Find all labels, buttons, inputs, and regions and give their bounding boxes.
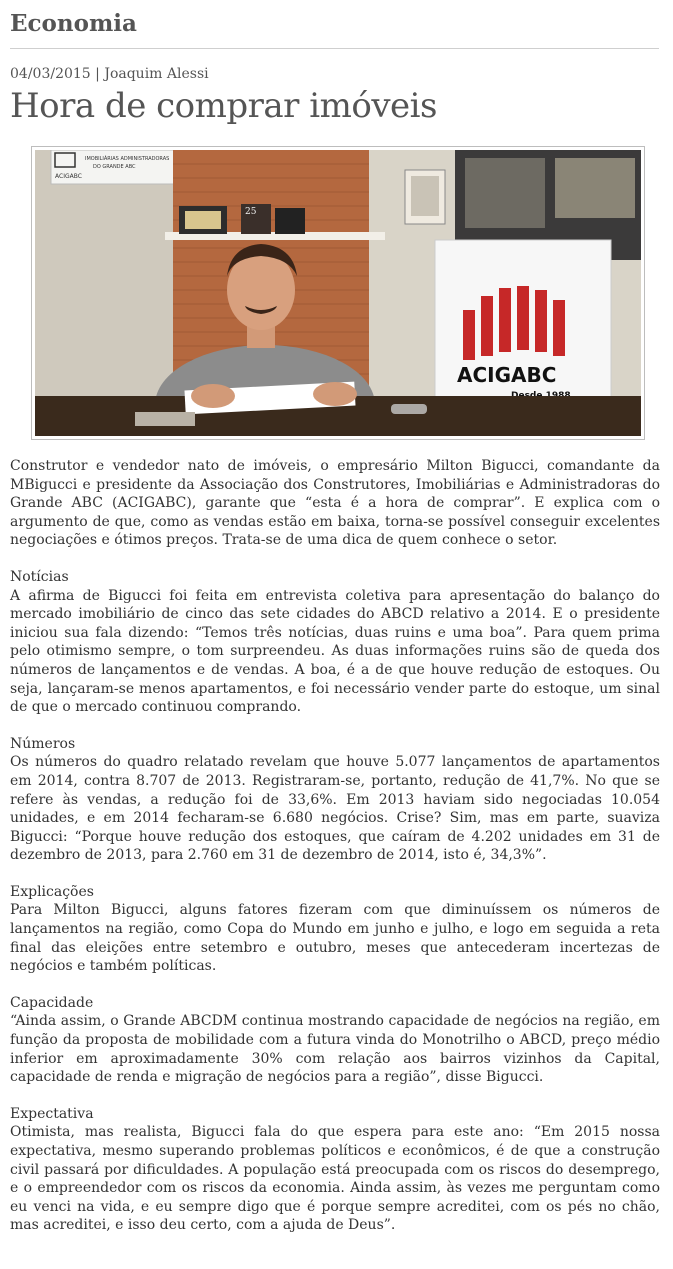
subhead-capacidade: Capacidade — [10, 994, 94, 1011]
byline — [10, 66, 209, 82]
subhead-numeros: Números — [10, 735, 76, 752]
subhead-explicacoes: Explicações — [10, 883, 94, 900]
photo-sign-logo: ACIGABC — [55, 173, 82, 180]
paragraph-capacidade: “Ainda assim, o Grande ABCDM continua mostrando capacidade de negócios na região, em função da proposta de mobilidade com a futura vinda do Monotrilho o ABCD, preço médio inferior em aproximadamente 30% com relação aos bairros vizinhos da Capital, capacidade de renda e migração de negócios para a região”, disse Bigucci. — [10, 1013, 660, 1086]
article-author: Joaquim Alessi — [104, 66, 209, 82]
photo-illustration — [35, 150, 641, 436]
paragraph-expectativa: Otimista, mas realista, Bigucci fala do que espera para este ano: “Em 2015 nossa expectativa, mesmo superando problemas políticos e econômicos, é de que a construção civil passará por dificuldades. A população está preocupada com os riscos do desemprego, e o empreendedor com os riscos da economia. Ainda assim, às vezes me perguntam como eu venci na vida, e eu sempre digo que é porque sempre acreditei, com os pés no chão, mas acreditei, e isso deu certo, com a ajuda de Deus”. — [10, 1124, 660, 1234]
section-title: Economia — [10, 10, 137, 37]
paragraph-explicacoes: Para Milton Bigucci, alguns fatores fizeram com que diminuíssem os números de lançamentos na região, como Copa do Mundo em junho e julho, e logo em seguida a reta final das eleições entre setembro e outubro, meses que antecederam incertezas de negócios e também políticas. — [10, 902, 660, 975]
article-date: 04/03/2015 — [10, 66, 91, 82]
article-headline: Hora de comprar imóveis — [10, 86, 437, 126]
paragraph-noticias: A afirma de Bigucci foi feita em entrevista coletiva para apresentação do balanço do mercado imobiliário de cinco das sete cidades do ABCD relativo a 2014. E o presidente iniciou sua fala dizendo: “Temos três notícias, duas ruins e uma boa”. Para quem prima pelo otimismo sempre, o tom surpreendeu. As duas informações ruins são de queda dos números de lançamentos e de vendas. A boa, é a de que houve redução de estoques. Ou seja, lançaram-se menos apartamentos, e foi necessário vender parte do estoque, um sinal de que o mercado continuou comprando. — [10, 587, 660, 716]
photo-sign-text-1: IMOBILIÁRIAS ADMINISTRADORAS — [85, 156, 170, 162]
photo-wall-number: 25 — [245, 207, 257, 217]
article-intro: Construtor e vendedor nato de imóveis, o empresário Milton Bigucci, comandante da MBigucci e presidente da Associação dos Construtores, Imobiliárias e Administradoras do Grande ABC (ACIGABC), garante que “esta é a hora de comprar”. E explica com o argumento de que, como as vendas estão em baixa, torna-se possível conseguir excelentes negociações e ótimos preços. Trata-se de uma dica de quem conhece o setor. — [10, 458, 660, 549]
article-body — [10, 457, 660, 1235]
photo-glasses — [391, 404, 427, 414]
byline-separator: | — [95, 66, 100, 82]
photo-man-hand — [191, 384, 235, 408]
article-photo — [31, 146, 645, 440]
photo-banner-name: ACIGABC — [457, 363, 557, 387]
section-divider — [10, 48, 659, 49]
subhead-expectativa: Expectativa — [10, 1105, 94, 1122]
subhead-noticias: Notícias — [10, 568, 69, 585]
paragraph-numeros: Os números do quadro relatado revelam que houve 5.077 lançamentos de apartamentos em 2014, contra 8.707 de 2013. Registraram-se, portanto, redução de 41,7%. No que se refere às vendas, a redução foi de 33,6%. Em 2013 haviam sido negociadas 10.054 unidades, e em 2014 fecharam-se 6.680 negócios. Crise? Sim, mas em parte, suaviza Bigucci: “Porque houve redução dos estoques, que caíram de 4.202 unidades em 31 de dezembro de 2013, para 2.760 em 31 de dezembro de 2014, isto é, 34,3%”. — [10, 754, 660, 864]
photo-sign-text-2: DO GRANDE ABC — [93, 164, 136, 170]
photo-frame-right — [275, 208, 305, 234]
